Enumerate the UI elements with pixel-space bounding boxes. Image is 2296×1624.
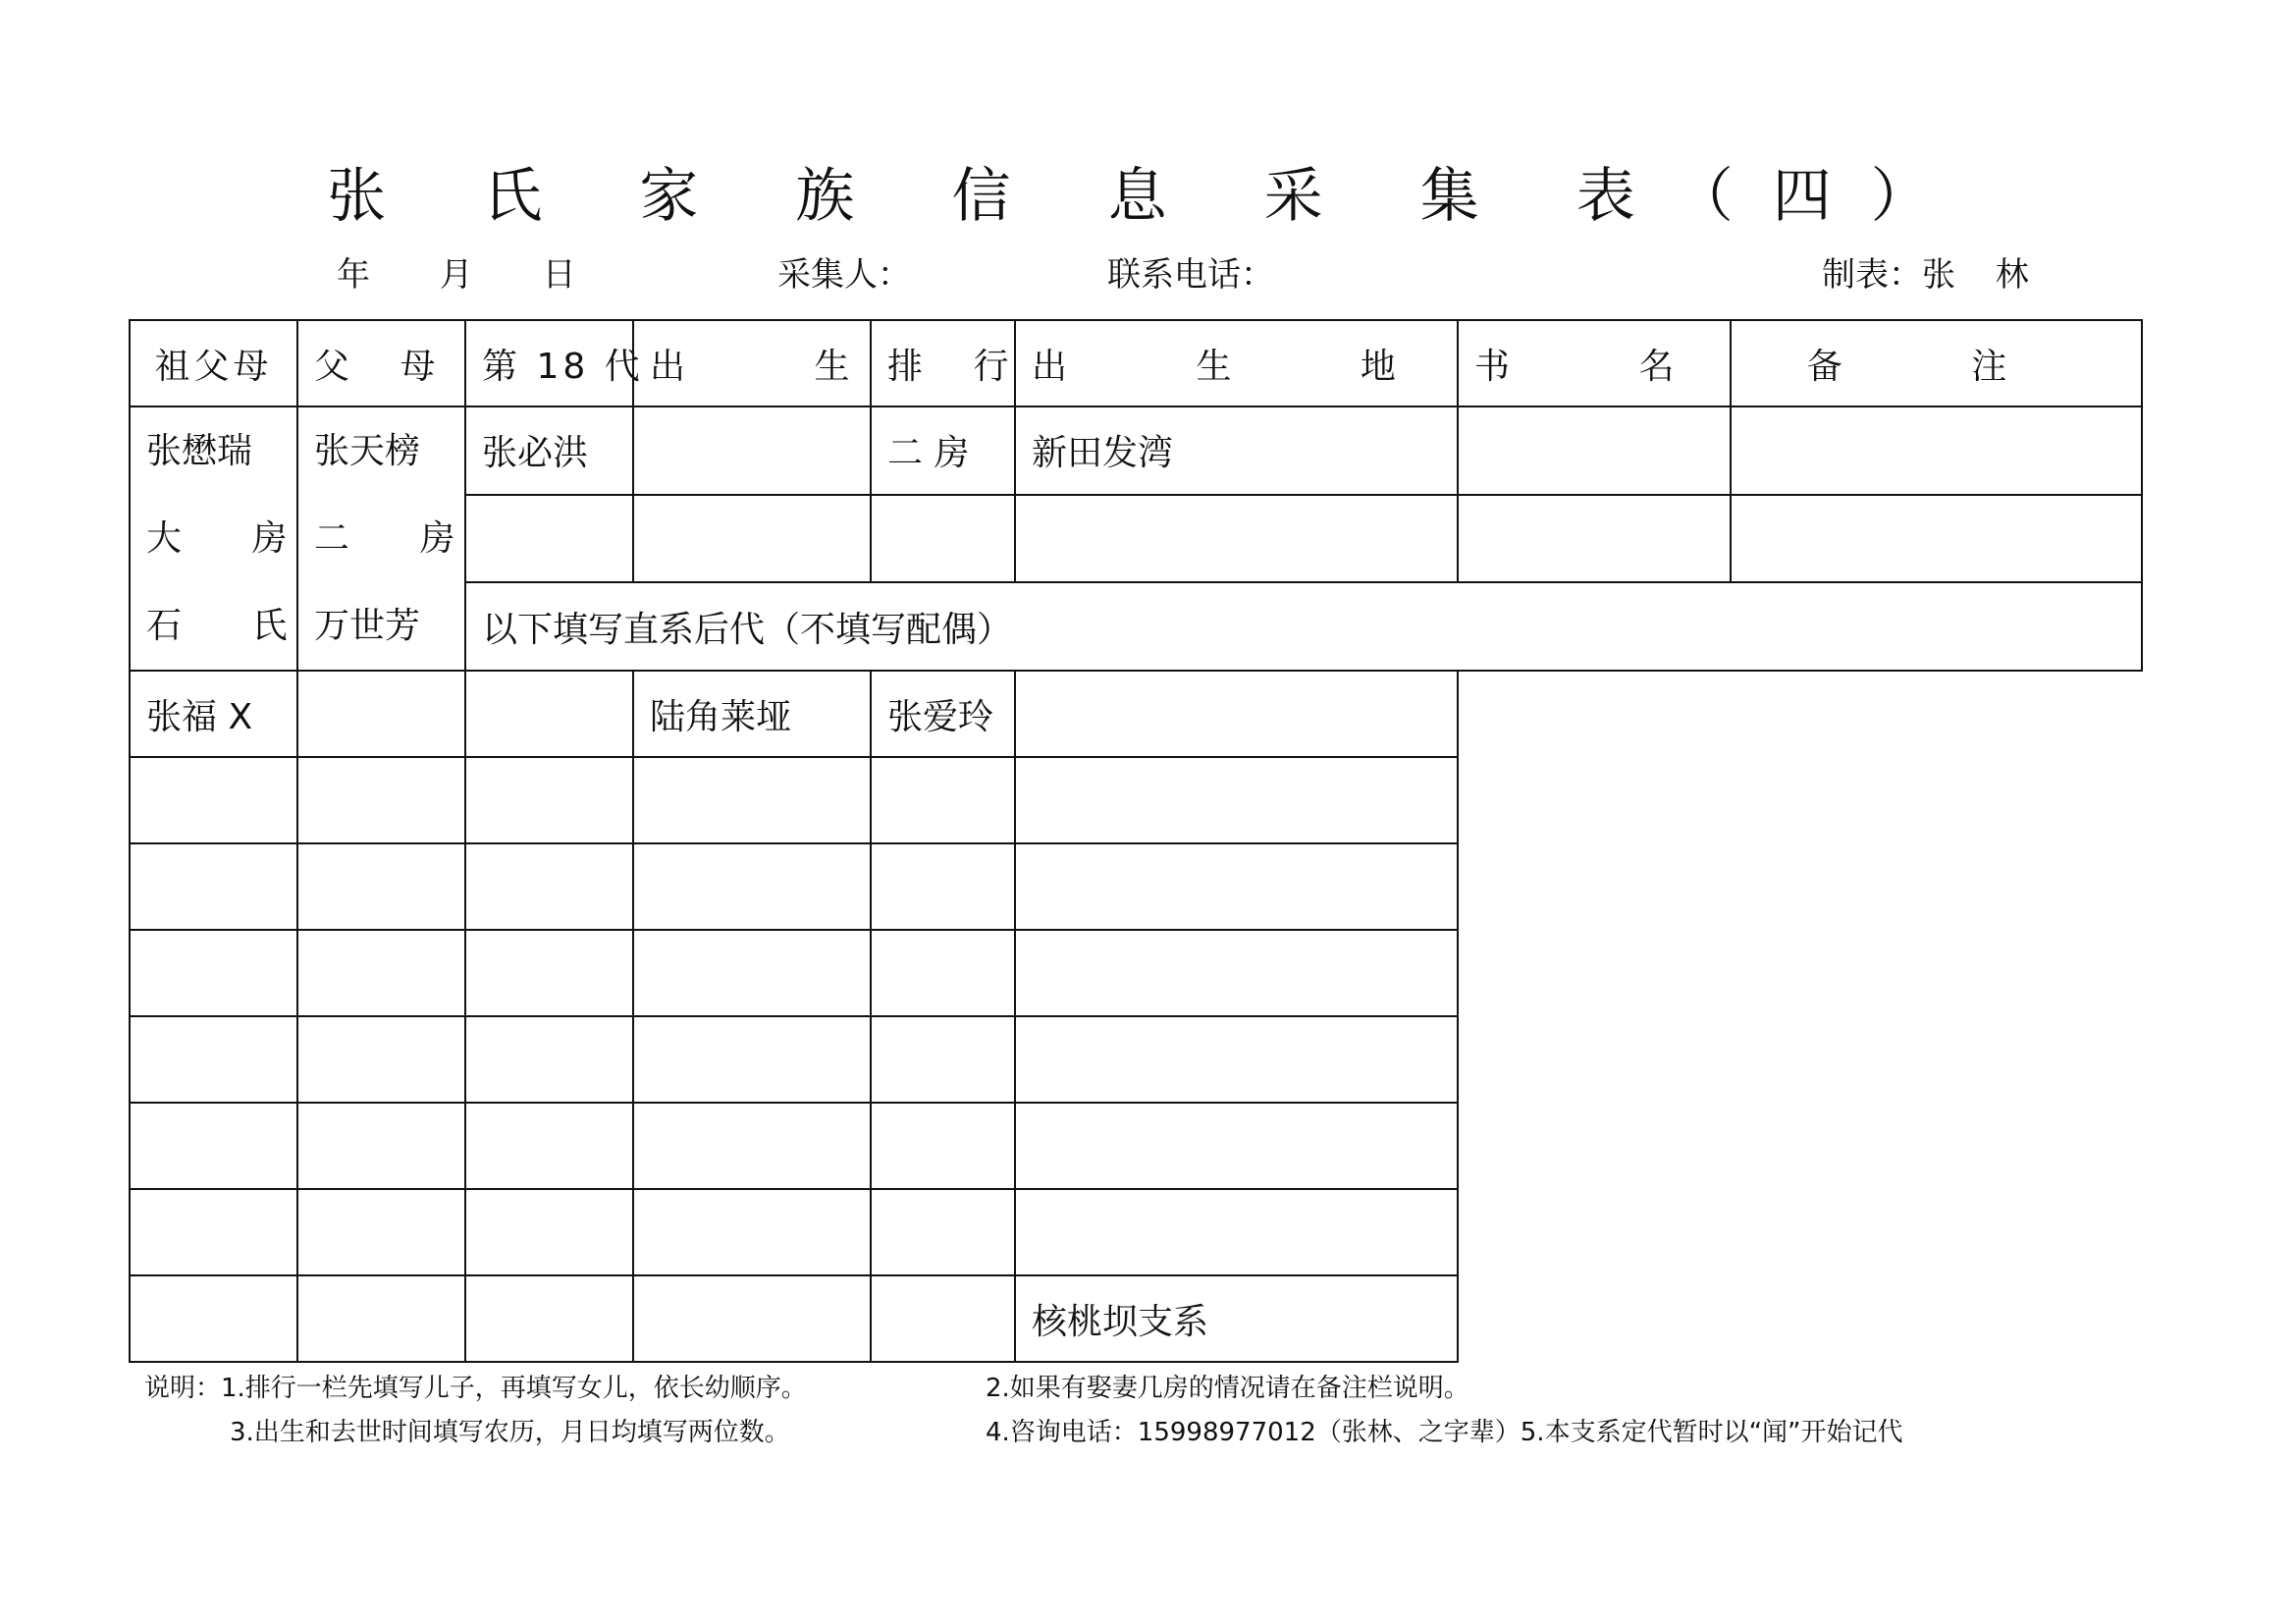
gen18-name-cell[interactable]: 张必洪 — [465, 406, 633, 495]
form-title: 张 氏 家 族 信 息 采 集 表（四） — [327, 162, 1969, 231]
table-row — [130, 1103, 2142, 1189]
parents-cell — [297, 406, 485, 671]
header-birthplace: 出 生 地 — [1015, 320, 1458, 406]
descendant-birth-cell[interactable] — [297, 671, 465, 757]
descendant-birthplace-cell[interactable] — [633, 1016, 871, 1103]
blank-cell[interactable] — [871, 495, 1015, 583]
descendant-name-cell[interactable]: 张福 X — [130, 671, 297, 757]
descendant-book-name-cell[interactable] — [871, 930, 1015, 1016]
descendant-rank-cell[interactable] — [465, 757, 633, 843]
mother-name: 万世芳 — [314, 606, 421, 646]
gen18-rank-cell[interactable]: 二 房 — [871, 406, 1015, 495]
descendant-remark-cell[interactable] — [1015, 671, 1458, 757]
descendant-rank-cell[interactable] — [465, 1275, 633, 1362]
blank-cell[interactable] — [1458, 495, 1731, 583]
descendant-birth-cell[interactable] — [297, 1189, 465, 1275]
descendant-remark-cell[interactable] — [1015, 1103, 1458, 1189]
blank-cell[interactable] — [1731, 495, 2142, 583]
descendant-remark-cell[interactable] — [1015, 843, 1458, 930]
phone-label: 联系电话： — [1107, 255, 1274, 295]
descendant-note: 以下填写直系后代（不填写配偶） — [465, 582, 2142, 671]
note-2: 2.如果有娶妻几房的情况请在备注栏说明。 — [986, 1374, 1469, 1403]
grandparents-cell — [130, 406, 317, 671]
descendant-birthplace-cell[interactable] — [633, 1275, 871, 1362]
blank-cell[interactable] — [633, 495, 871, 583]
descendant-birthplace-cell[interactable] — [633, 1189, 871, 1275]
header-parents: 父 母 — [297, 320, 465, 406]
descendant-rank-cell[interactable] — [465, 843, 633, 930]
descendant-birth-cell[interactable] — [297, 930, 465, 1016]
descendant-rank-cell[interactable] — [465, 1189, 633, 1275]
descendant-rank-cell[interactable] — [465, 930, 633, 1016]
descendant-name-cell[interactable] — [130, 1103, 297, 1189]
header-row — [130, 320, 2142, 406]
header-birth: 出 生 — [633, 320, 871, 406]
blank-cell[interactable] — [1015, 495, 1458, 583]
descendant-remark-cell[interactable]: 核桃坝支系 — [1015, 1275, 1458, 1362]
table-row — [130, 757, 2142, 843]
descendant-birthplace-cell[interactable] — [633, 843, 871, 930]
descendant-name-cell[interactable] — [130, 757, 297, 843]
maker-label: 制表：张 林 — [1822, 255, 2029, 295]
note-3: 3.出生和去世时间填写农历，月日均填写两位数。 — [230, 1418, 790, 1447]
descendant-rank-cell[interactable] — [465, 671, 633, 757]
descendant-name-cell[interactable] — [130, 1189, 297, 1275]
descendant-name-cell[interactable] — [130, 843, 297, 930]
descendant-birth-cell[interactable] — [297, 1016, 465, 1103]
descendant-remark-cell[interactable] — [1015, 930, 1458, 1016]
descendant-book-name-cell[interactable] — [871, 1016, 1015, 1103]
note-1: 说明：1.排行一栏先填写儿子，再填写女儿，依长幼顺序。 — [144, 1374, 807, 1403]
descendant-remark-cell[interactable] — [1015, 757, 1458, 843]
father-name: 张天榜 — [314, 431, 421, 471]
family-info-table — [129, 319, 2143, 1363]
descendant-birthplace-cell[interactable] — [633, 757, 871, 843]
descendant-rank-cell[interactable] — [465, 1016, 633, 1103]
descendant-name-cell[interactable] — [130, 1016, 297, 1103]
grandparent-name: 张懋瑞 — [146, 431, 253, 471]
grandmother-name: 石 氏 — [146, 606, 317, 646]
father-house: 二 房 — [314, 518, 485, 559]
descendant-book-name-cell[interactable] — [871, 843, 1015, 930]
table-row — [130, 930, 2142, 1016]
header-remark: 备 注 — [1731, 320, 2142, 406]
descendant-remark-cell[interactable] — [1015, 1189, 1458, 1275]
descendant-book-name-cell[interactable] — [871, 1189, 1015, 1275]
descendant-birthplace-cell[interactable]: 陆角莱垭 — [633, 671, 871, 757]
table-row — [130, 843, 2142, 930]
table-row — [130, 1189, 2142, 1275]
header-book-name: 书 名 — [1458, 320, 1731, 406]
gen18-birth-cell[interactable] — [633, 406, 871, 495]
table-row — [130, 1016, 2142, 1103]
descendant-birth-cell[interactable] — [297, 843, 465, 930]
descendant-rank-cell[interactable] — [465, 1103, 633, 1189]
descendant-birthplace-cell[interactable] — [633, 1103, 871, 1189]
descendant-birth-cell[interactable] — [297, 1275, 465, 1362]
descendant-birth-cell[interactable] — [297, 1103, 465, 1189]
gen18-book-name-cell[interactable] — [1458, 406, 1731, 495]
descendant-remark-cell[interactable] — [1015, 1016, 1458, 1103]
collector-label: 采集人： — [777, 255, 911, 295]
gen18-remark-cell[interactable] — [1731, 406, 2142, 495]
note-4: 4.咨询电话：15998977012（张林、之字辈）5.本支系定代暂时以“闻”开始记代 — [986, 1418, 1903, 1447]
table-row — [130, 1275, 2142, 1362]
descendant-name-cell[interactable] — [130, 930, 297, 1016]
header-rank: 排 行 — [871, 320, 1015, 406]
table-row — [130, 671, 2142, 757]
table-row — [130, 406, 2142, 495]
descendant-book-name-cell[interactable] — [871, 757, 1015, 843]
date-label: 年 月 日 — [337, 255, 576, 295]
blank-cell[interactable] — [465, 495, 633, 583]
header-grandparents: 祖父母 — [130, 320, 297, 406]
descendant-name-cell[interactable] — [130, 1275, 297, 1362]
grandparent-house: 大 房 — [146, 518, 317, 559]
descendant-birth-cell[interactable] — [297, 757, 465, 843]
descendant-book-name-cell[interactable] — [871, 1275, 1015, 1362]
gen18-birthplace-cell[interactable]: 新田发湾 — [1015, 406, 1458, 495]
descendant-book-name-cell[interactable]: 张爱玲 — [871, 671, 1015, 757]
descendant-book-name-cell[interactable] — [871, 1103, 1015, 1189]
descendant-birthplace-cell[interactable] — [633, 930, 871, 1016]
header-generation: 第 18 代 — [465, 320, 633, 406]
